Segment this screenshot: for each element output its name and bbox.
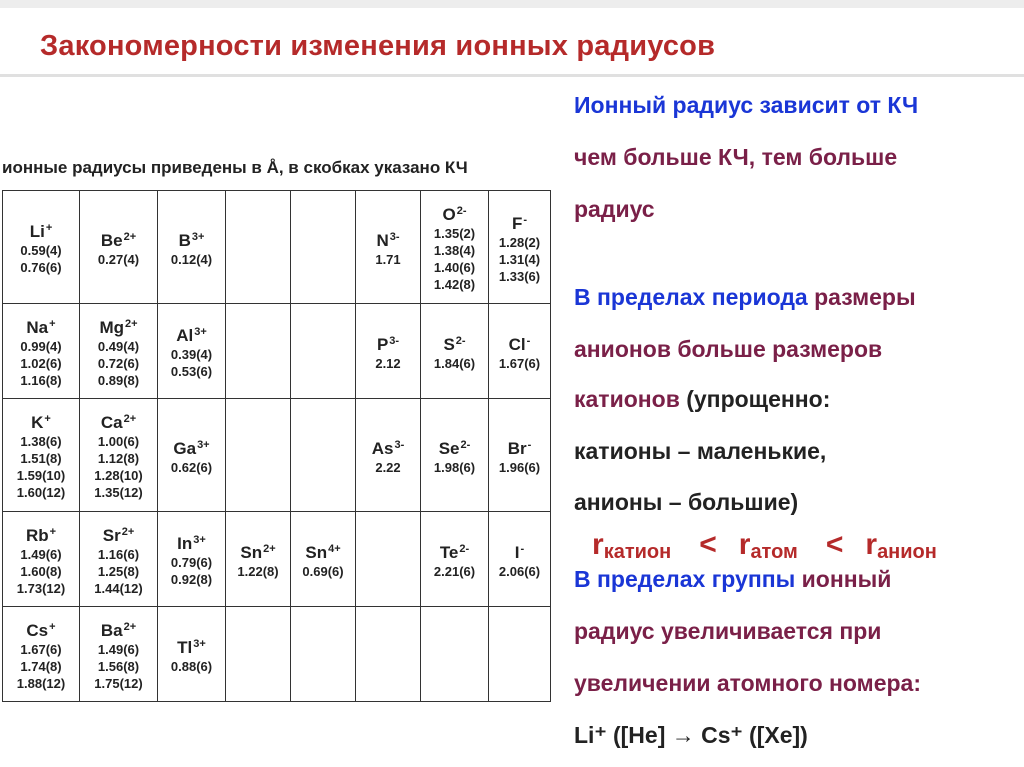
ion-symbol <box>356 331 420 355</box>
ion-charge: 2- <box>459 542 470 555</box>
panel-line <box>574 386 830 413</box>
ion-cell <box>3 304 80 399</box>
ion-symbol <box>489 539 550 563</box>
element-symbol: P <box>376 334 389 354</box>
ion-charge: - <box>520 542 525 555</box>
title-separator <box>0 74 1024 77</box>
empty-cell <box>356 512 421 607</box>
ion-radius: 1.33(6) <box>498 268 541 284</box>
ion-radius: 0.59(4) <box>20 243 62 258</box>
ion-radius: 1.16(6) <box>97 546 140 562</box>
ion-charge: 3+ <box>194 326 207 338</box>
element-symbol: Cl <box>508 334 526 354</box>
ion-radius: 1.40(6) <box>433 260 476 275</box>
ion-cell <box>158 399 226 512</box>
ion-cell <box>3 512 80 607</box>
ion-radius: 0.88(6) <box>170 658 213 674</box>
ion-radius: 1.28(2) <box>498 234 541 250</box>
ion-charge: 3- <box>389 230 400 243</box>
ion-symbol <box>3 314 79 338</box>
element-symbol: Te <box>439 542 459 562</box>
ion-charge: 2+ <box>121 525 135 538</box>
ion-radius: 1.42(8) <box>433 277 476 292</box>
ion-symbol <box>158 435 225 459</box>
ion-symbol <box>80 314 157 338</box>
panel-line <box>574 489 798 516</box>
ion-radius: 0.99(4) <box>20 338 62 354</box>
ion-charge: 2+ <box>263 542 276 555</box>
empty-cell <box>226 399 291 512</box>
element-symbol: Sn <box>240 542 263 562</box>
panel-text-segment: чем больше КЧ, тем больше <box>574 144 898 170</box>
ion-cell <box>356 191 421 304</box>
panel-text-segment: анионов больше размеров <box>574 336 883 362</box>
panel-line <box>574 196 655 223</box>
r-cation: $r_{катион}$ <box>592 528 672 563</box>
panel-line <box>574 670 921 697</box>
lt-sign-2: < <box>825 528 844 561</box>
ion-radius: 1.28(10) <box>94 468 143 483</box>
ion-radius: 1.71 <box>375 251 401 267</box>
ion-radius: 1.67(6) <box>20 641 62 657</box>
ion-symbol <box>3 617 79 641</box>
panel-line <box>574 566 891 593</box>
ion-cell <box>158 607 226 702</box>
empty-cell <box>421 607 489 702</box>
element-symbol: Al <box>176 326 194 345</box>
element-symbol: O <box>442 205 456 224</box>
ion-radius: 0.49(4) <box>97 338 140 354</box>
ion-cell <box>80 304 158 399</box>
ion-radius: 1.74(8) <box>20 658 62 674</box>
ion-cell <box>226 512 291 607</box>
table-row <box>3 399 551 512</box>
ion-charge: - <box>527 438 532 451</box>
ion-radius: 2.21(6) <box>433 563 476 579</box>
panel-text-segment: увеличении атомного номера: <box>574 670 921 696</box>
element-symbol: B <box>178 230 191 250</box>
ion-radius: 1.02(6) <box>20 355 62 371</box>
ion-radius: 0.76(6) <box>20 260 62 275</box>
ion-radius: 1.38(4) <box>433 243 476 258</box>
table-row <box>3 191 551 304</box>
ion-radius: 1.73(12) <box>16 580 66 596</box>
ion-cell <box>158 304 226 399</box>
ion-radius: 0.72(6) <box>97 355 140 371</box>
ion-radius: 1.31(4) <box>498 251 541 267</box>
top-border <box>0 0 1024 8</box>
ion-cell <box>356 399 421 512</box>
empty-cell <box>489 607 551 702</box>
empty-cell <box>226 304 291 399</box>
panel-text-segment: анионы – большие) <box>574 489 799 515</box>
ion-charge: 2+ <box>125 317 138 330</box>
ion-cell <box>291 512 356 607</box>
ion-cell <box>489 191 551 304</box>
ion-radius: 1.25(8) <box>97 563 140 579</box>
element-symbol: Ba <box>100 620 123 640</box>
ion-symbol <box>421 539 488 563</box>
element-symbol: S <box>443 334 455 354</box>
ion-charge: 3+ <box>193 534 206 546</box>
ion-symbol <box>356 227 420 251</box>
element-symbol: Ca <box>100 413 123 432</box>
element-symbol: In <box>177 534 193 553</box>
ion-radius: 0.12(4) <box>170 251 213 267</box>
ion-charge: 2- <box>455 334 466 347</box>
panel-text-segment: ионный <box>801 566 892 592</box>
ion-symbol <box>3 409 79 433</box>
radius-relation <box>592 528 937 564</box>
panel-text-segment: В пределах периода <box>574 284 815 310</box>
ion-cell <box>3 191 80 304</box>
ion-radius: 0.39(4) <box>170 347 213 362</box>
ion-charge: 3- <box>394 438 405 451</box>
ion-radius: 1.12(8) <box>97 451 140 466</box>
ion-radius: 1.67(6) <box>498 355 541 371</box>
ion-charge: 4+ <box>328 542 341 555</box>
ion-cell <box>3 399 80 512</box>
panel-text-segment: радиус <box>574 196 655 222</box>
empty-cell <box>291 399 356 512</box>
ion-radius: 1.98(6) <box>433 459 476 475</box>
ion-radius: 1.56(8) <box>97 658 140 674</box>
panel-line <box>574 92 918 119</box>
element-symbol: Br <box>507 438 527 458</box>
table-row <box>3 512 551 607</box>
ion-cell <box>158 191 226 304</box>
ion-charge: 2- <box>460 438 471 451</box>
ion-radius: 1.49(6) <box>97 641 140 657</box>
panel-text-segment: Li⁺ ([He] → Cs⁺ ([Xe]) <box>574 722 808 748</box>
ion-radius: 1.60(8) <box>20 563 62 579</box>
panel-text-segment: катионы – маленькие, <box>574 438 827 464</box>
ion-cell <box>158 512 226 607</box>
ion-charge: 2+ <box>123 620 137 633</box>
ion-symbol <box>421 435 488 459</box>
ion-radius: 1.88(12) <box>16 675 66 691</box>
element-symbol: As <box>371 438 394 458</box>
panel-line <box>574 336 882 363</box>
panel-text-segment: радиус увеличивается при <box>574 618 882 644</box>
ion-charge: + <box>49 620 56 633</box>
table-row <box>3 304 551 399</box>
ion-radius: 1.75(12) <box>94 675 143 691</box>
ion-radius: 1.96(6) <box>498 459 541 475</box>
lt-sign-1: < <box>699 528 717 561</box>
ion-cell <box>80 607 158 702</box>
ion-symbol <box>489 210 550 234</box>
panel-text-segment: Ионный радиус зависит от КЧ <box>574 92 919 118</box>
ion-charge: + <box>49 525 57 538</box>
ion-radius: 2.22 <box>375 459 401 475</box>
ion-symbol <box>158 227 225 251</box>
ion-symbol <box>489 435 550 459</box>
element-symbol: Be <box>100 230 123 250</box>
ion-charge: + <box>45 222 53 234</box>
ion-charge: 2+ <box>123 413 137 425</box>
ion-cell <box>80 512 158 607</box>
ion-symbol <box>80 409 157 433</box>
ion-radius: 1.35(2) <box>433 226 476 241</box>
ionic-radii-table <box>2 190 551 702</box>
panel-line <box>574 618 881 645</box>
ion-symbol <box>3 522 79 546</box>
ion-symbol <box>3 218 79 242</box>
element-symbol: N <box>376 230 389 250</box>
element-symbol: Na <box>26 317 49 337</box>
panel-line <box>574 438 826 465</box>
ion-cell <box>421 304 489 399</box>
ion-radius: 1.00(6) <box>97 434 140 449</box>
ion-cell <box>489 512 551 607</box>
ion-radius: 0.92(8) <box>170 572 213 587</box>
ion-radius: 1.38(6) <box>20 434 62 449</box>
ion-cell <box>80 191 158 304</box>
ion-charge: 2+ <box>123 230 137 243</box>
ion-charge: + <box>49 317 56 330</box>
ion-radius: 1.84(6) <box>433 355 476 371</box>
ion-charge: + <box>44 413 51 425</box>
ion-radius: 1.60(12) <box>16 485 66 500</box>
ion-radius: 1.35(12) <box>94 485 143 500</box>
ion-symbol <box>291 539 355 563</box>
panel-text-segment: размеры <box>814 284 916 310</box>
element-symbol: Mg <box>99 317 124 337</box>
element-symbol: F <box>511 213 523 233</box>
ion-radius: 0.27(4) <box>97 251 140 267</box>
ion-charge: 3+ <box>193 637 206 650</box>
empty-cell <box>356 607 421 702</box>
page-title: Закономерности изменения ионных радиусов <box>40 30 716 62</box>
ion-radius: 1.16(8) <box>20 372 62 388</box>
ion-symbol <box>80 227 157 251</box>
ion-symbol <box>158 634 225 658</box>
table-row <box>3 607 551 702</box>
ion-cell <box>489 399 551 512</box>
ion-radius: 1.44(12) <box>94 580 143 596</box>
r-atom: $r_{атом}$ <box>738 528 798 563</box>
ion-symbol <box>226 539 290 563</box>
empty-cell <box>226 191 291 304</box>
r-anion: $r_{анион}$ <box>865 528 937 563</box>
element-symbol: Li <box>29 222 45 241</box>
ion-charge: - <box>523 213 528 226</box>
empty-cell <box>291 304 356 399</box>
panel-text-segment: В пределах группы <box>574 566 802 592</box>
panel-line <box>574 722 808 749</box>
ion-symbol <box>80 617 157 641</box>
ion-cell <box>421 399 489 512</box>
ion-charge: 3+ <box>197 438 210 451</box>
ion-radius: 1.59(10) <box>16 468 66 483</box>
ion-charge: 2- <box>456 205 467 217</box>
empty-cell <box>291 191 356 304</box>
ion-cell <box>489 304 551 399</box>
ion-symbol <box>421 331 488 355</box>
element-symbol: Ga <box>173 438 197 458</box>
ion-radius: 1.49(6) <box>20 546 62 562</box>
element-symbol: Sn <box>305 542 328 562</box>
empty-cell <box>226 607 291 702</box>
ion-charge: 3- <box>389 334 400 347</box>
ion-radius: 0.89(8) <box>97 372 140 388</box>
ion-radius: 2.06(6) <box>498 563 541 579</box>
ion-symbol <box>356 435 420 459</box>
ion-radius: 0.53(6) <box>170 364 213 379</box>
ion-cell <box>421 512 489 607</box>
ion-symbol <box>421 201 488 225</box>
element-symbol: I <box>514 542 520 562</box>
ion-radius: 0.69(6) <box>302 563 344 579</box>
element-symbol: K <box>31 413 44 432</box>
panel-text-segment: (упрощенно: <box>686 386 831 412</box>
ion-charge: - <box>526 334 531 347</box>
element-symbol: Sr <box>102 525 121 545</box>
panel-text-segment: катионов <box>574 386 687 412</box>
element-symbol: Cs <box>26 620 49 640</box>
element-symbol: Rb <box>25 525 49 545</box>
ion-radius: 1.51(8) <box>20 451 62 466</box>
ion-radius: 0.62(6) <box>170 459 213 475</box>
ion-symbol <box>489 331 550 355</box>
ion-charge: 3+ <box>191 230 205 243</box>
ion-cell <box>3 607 80 702</box>
panel-line <box>574 144 897 171</box>
empty-cell <box>291 607 356 702</box>
table-caption: ионные радиусы приведены в Å, в скобках указано КЧ <box>2 158 468 177</box>
ion-symbol <box>158 530 225 554</box>
ion-cell <box>80 399 158 512</box>
ion-symbol <box>80 522 157 546</box>
ion-symbol <box>158 322 225 346</box>
element-symbol: Tl <box>177 637 193 657</box>
ion-radius: 2.12 <box>375 355 401 371</box>
ion-cell <box>421 191 489 304</box>
ion-radius: 1.22(8) <box>237 563 279 579</box>
element-symbol: Se <box>438 438 460 458</box>
panel-line <box>574 284 916 311</box>
ion-cell <box>356 304 421 399</box>
ion-radius: 0.79(6) <box>170 555 213 570</box>
